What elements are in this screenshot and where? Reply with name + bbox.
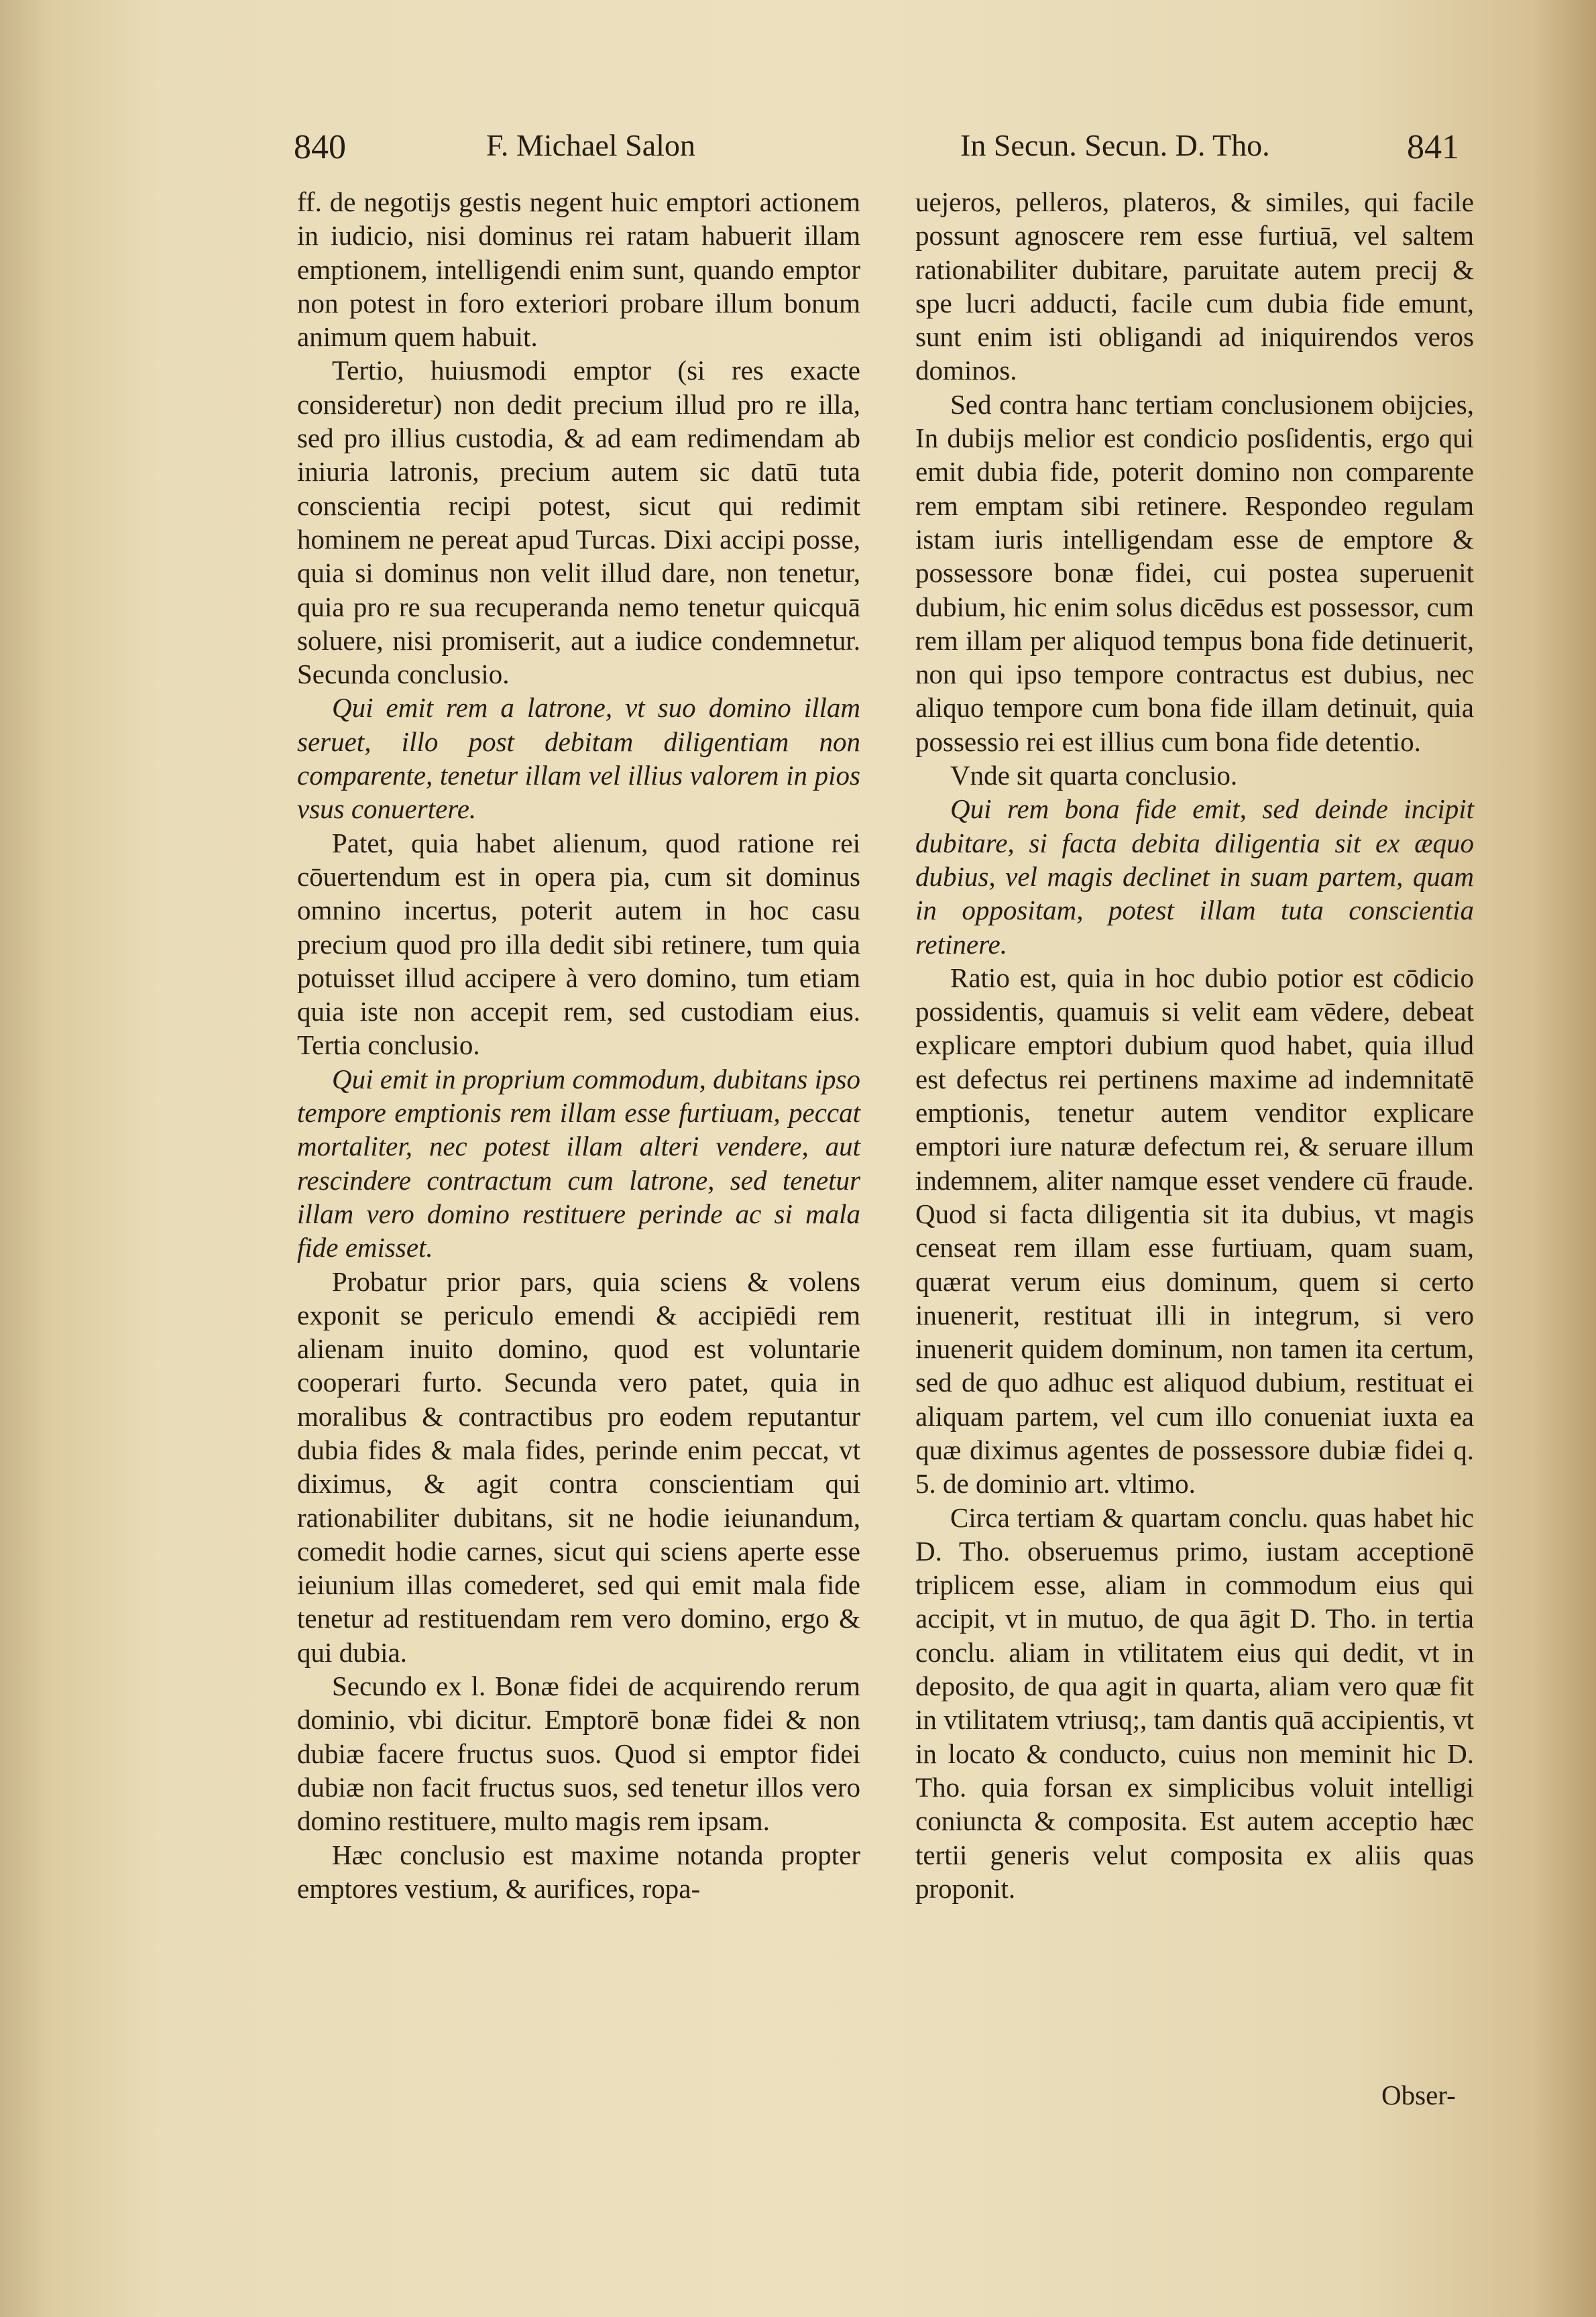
right-text-column [915, 185, 1474, 1905]
paragraph: Hæc conclusio est maxime notanda propter emptores vestium, & aurifices, ropa- [297, 1839, 860, 1904]
left-running-title: F. Michael Salon [486, 128, 695, 162]
paragraph: Qui emit in proprium commodum, dubitans ipso tempore emptionis rem illam esse furtiuam, peccat mortaliter, nec potest illam alteri vendere, aut rescindere contractum cum latrone, sed tenetur illam vero domino restituere perinde ac si mala fide emisset. [297, 1063, 860, 1263]
paragraph: Secundo ex l. Bonæ fidei de acquirendo rerum dominio, vbi dicitur. Emptorē bonæ fidei & non dubiæ facere fructus suos. Quod si emptor fidei dubiæ non facit fructus suos, sed tenetur illos vero domino restituere, multo magis rem ipsam. [297, 1671, 860, 1837]
paragraph: Tertio, huiusmodi emptor (si res exacte consideretur) non dedit precium illud pro re illa, sed pro illius custodia, & ad eam redimendam ab iniuria latronis, precium autem sic datū tuta conscientia recipi potest, sicut qui redimit hominem ne pereat apud Turcas. Dixi accipi posse, quia si dominus non velit illud dare, non tenetur, quia pro re sua recuperanda nemo tenetur quicquā soluere, nisi promiserit, aut a iudice condemnetur. Secunda conclusio. [297, 355, 860, 690]
paragraph: Sed contra hanc tertiam conclusionem obijcies, In dubijs melior est condicio posſidentis, ergo qui emit dubia fide, poterit domino non comparente rem emptam sibi retinere. Respondeo regulam istam iuris intelligendam esse de emptore & possessore bonæ fidei, cui postea superuenit dubium, hic enim solus dicēdus est possessor, cum rem illam per aliquod tempus bona fide detinuerit, non qui ipso tempore contractus est dubius, nec aliquo tempore cum bona fide illam detinuit, quia possessio rei est illius cum bona fide detentio. [915, 388, 1474, 757]
paragraph: Qui rem bona fide emit, sed deinde incipit dubitare, si facta debita diligentia sit ex æquo dubius, vel magis declinet in suam partem, quam in oppositam, potest illam tuta conscientia retinere. [915, 793, 1474, 960]
left-text-column [297, 185, 860, 1905]
paragraph: Ratio est, quia in hoc dubio potior est cōdicio possidentis, quamuis si velit eam vēdere, debeat explicare emptori dubium quod habet, quia illud est defectus rei pertinens maxime ad indemnitatē emptionis, tenetur autem venditor explicare emptori iure naturæ defectum rei, & seruare illum indemnem, aliter namque esset vendere cū fraude. Quod si facta diligentia sit ita dubius, vt magis censeat rem illam esse furtiuam, quam suam, quærat verum eius dominum, quem si certo inuenerit, restituat illi in integrum, si vero inuenerit quidem dominum, non tamen ita certum, sed de quo adhuc est aliquod dubium, restituat ei aliquam partem, vel cum illo conueniat iuxta ea quæ diximus agentes de possessore dubiæ fidei q. 5. de dominio art. vltimo. [915, 962, 1474, 1500]
right-page-number: 841 [1407, 128, 1459, 166]
catchword: Obser- [1381, 2080, 1456, 2110]
paragraph: ff. de negotijs gestis negent huic emptori actionem in iudicio, nisi dominus rei ratam habuerit illam emptionem, intelligendi enim sunt, quando emptor non potest in foro exteriori probare illum bonum animum quem habuit. [297, 186, 860, 353]
paragraph: Qui emit rem a latrone, vt suo domino illam seruet, illo post debitam diligentiam non comparente, tenetur illam vel illius valorem in pios vsus conuertere. [297, 692, 860, 825]
paragraph: Probatur prior pars, quia sciens & volens exponit se periculo emendi & accipiēdi rem alienam inuito domino, quod est voluntarie cooperari furto. Secunda vero patet, quia in moralibus & contractibus pro eodem reputantur dubia fides & mala fides, perinde enim peccat, vt diximus, & agit contra conscientiam qui rationabiliter dubitans, sit ne hodie ieiunandum, comedit hodie carnes, sicut qui sciens aperte esse ieiunium illas comederet, sed qui emit mala fide tenetur ad restituendam rem vero domino, ergo & qui dubia. [297, 1265, 860, 1668]
paragraph: Vnde sit quarta conclusio. [950, 760, 1238, 791]
right-running-title: In Secun. Secun. D. Tho. [960, 128, 1270, 162]
left-page-number: 840 [294, 128, 346, 166]
paragraph: Patet, quia habet alienum, quod ratione rei cōuertendum est in opera pia, cum sit dominus omnino incertus, poterit autem in hoc casu precium quod pro illa dedit sibi retinere, tum quia potuisset illud accipere à vero domino, tum etiam quia iste non accepit rem, sed custodiam eius. Tertia conclusio. [297, 827, 860, 1061]
paragraph: uejeros, pelleros, plateros, & similes, qui facile possunt agnoscere rem esse furtiuā, vel saltem rationabiliter dubitare, paruitate autem precij & spe lucri adducti, facile cum dubia fide emunt, sunt enim isti obligandi ad iniquirendos veros dominos. [915, 186, 1474, 386]
paragraph: Circa tertiam & quartam conclu. quas habet hic D. Tho. obseruemus primo, iustam acceptionē triplicem esse, aliam in commodum eius qui accipit, vt in mutuo, de qua āgit D. Tho. in tertia conclu. aliam in vtilitatem eius qui dedit, vt in deposito, de qua agit in quarta, aliam vero quæ fit in vtilitatem vtriusq;, tam dantis quā accipientis, vt in locato & conducto, cuius non meminit hic D. Tho. quia forsan ex simplicibus voluit intelligi coniuncta & composita. Est autem acceptio hæc tertii generis velut composita ex aliis quas proponit. [915, 1502, 1474, 1904]
